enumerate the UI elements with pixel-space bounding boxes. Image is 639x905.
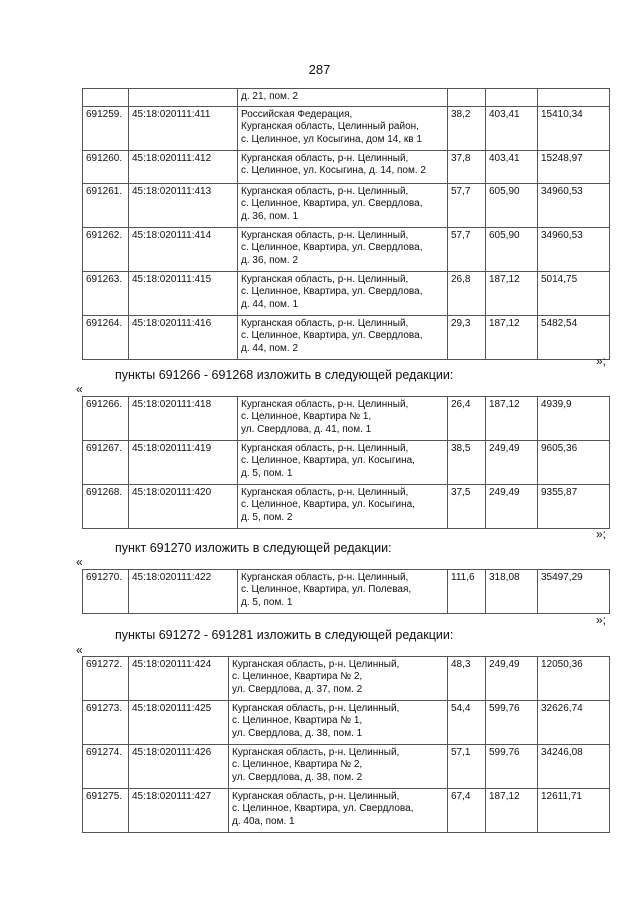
cell-area: 111,6 xyxy=(448,570,486,614)
amendment-intro: пункты 691272 - 691281 изложить в следующей редакции: xyxy=(115,628,454,642)
table-row xyxy=(83,789,610,833)
closing-quote: »; xyxy=(596,527,607,541)
cell-number: 691261. xyxy=(83,184,129,228)
cell-value-1: 249,49 xyxy=(486,657,538,701)
cell-area: 57,1 xyxy=(448,745,486,789)
cell-address: Курганская область, р-н. Целинный, с. Целинное, Квартира, ул. Косыгина, д. 5, пом. 2 xyxy=(238,485,448,529)
cell-value-1: 318,08 xyxy=(486,570,538,614)
opening-quote: « xyxy=(76,382,83,396)
table-row xyxy=(83,441,610,485)
cell-cadastral-code: 45:18:020111:413 xyxy=(129,184,238,228)
cell-cadastral-code: 45:18:020111:416 xyxy=(129,316,238,360)
registry-table-3 xyxy=(82,569,610,614)
table-row xyxy=(83,657,610,701)
cell-number: 691264. xyxy=(83,316,129,360)
cell-area xyxy=(448,89,486,107)
cell-number: 691266. xyxy=(83,397,129,441)
table-row xyxy=(83,89,610,107)
table-row xyxy=(83,701,610,745)
cell-area: 29,3 xyxy=(448,316,486,360)
closing-quote: »; xyxy=(596,613,607,627)
cell-value-2: 5482,54 xyxy=(538,316,610,360)
cell-value-2: 12050,36 xyxy=(538,657,610,701)
amendment-intro: пункты 691266 - 691268 изложить в следующей редакции: xyxy=(115,368,454,382)
cell-number: 691260. xyxy=(83,151,129,184)
table-body xyxy=(83,89,610,360)
cell-cadastral-code: 45:18:020111:412 xyxy=(129,151,238,184)
cell-cadastral-code: 45:18:020111:424 xyxy=(129,657,229,701)
cell-cadastral-code: 45:18:020111:415 xyxy=(129,272,238,316)
cell-cadastral-code: 45:18:020111:427 xyxy=(129,789,229,833)
table-body xyxy=(83,397,610,529)
cell-address: Курганская область, р-н. Целинный, с. Целинное, Квартира № 1, ул. Свердлова, д. 41, пом. 1 xyxy=(238,397,448,441)
table-row xyxy=(83,272,610,316)
cell-number xyxy=(83,89,129,107)
cell-address: Курганская область, р-н. Целинный, с. Целинное, Квартира, ул. Свердлова, д. 40а, пом. 1 xyxy=(229,789,448,833)
cell-value-2: 9355,87 xyxy=(538,485,610,529)
table-row xyxy=(83,485,610,529)
cell-number: 691273. xyxy=(83,701,129,745)
page-number: 287 xyxy=(308,62,331,77)
cell-value-1: 187,12 xyxy=(486,316,538,360)
cell-number: 691272. xyxy=(83,657,129,701)
opening-quote: « xyxy=(76,555,83,569)
cell-address: Курганская область, р-н. Целинный, с. Целинное, Квартира № 2, ул. Свердлова, д. 38, пом. 2 xyxy=(229,745,448,789)
cell-value-1 xyxy=(486,89,538,107)
cell-number: 691275. xyxy=(83,789,129,833)
cell-cadastral-code xyxy=(129,89,238,107)
cell-value-2: 12611,71 xyxy=(538,789,610,833)
table-row xyxy=(83,184,610,228)
cell-value-1: 599,76 xyxy=(486,745,538,789)
cell-area: 37,8 xyxy=(448,151,486,184)
registry-table-2 xyxy=(82,396,610,529)
cell-area: 38,5 xyxy=(448,441,486,485)
amendment-intro: пункт 691270 изложить в следующей редакции: xyxy=(115,541,392,555)
cell-area: 57,7 xyxy=(448,228,486,272)
cell-address: Курганская область, р-н. Целинный, с. Целинное, Квартира, ул. Свердлова, д. 44, пом. 2 xyxy=(238,316,448,360)
table-row xyxy=(83,107,610,151)
cell-value-1: 599,76 xyxy=(486,701,538,745)
table-row xyxy=(83,745,610,789)
cell-address: Курганская область, р-н. Целинный, с. Целинное, Квартира № 1, ул. Свердлова, д. 38, пом. 1 xyxy=(229,701,448,745)
cell-value-1: 187,12 xyxy=(486,397,538,441)
cell-cadastral-code: 45:18:020111:419 xyxy=(129,441,238,485)
cell-value-2: 4939,9 xyxy=(538,397,610,441)
cell-value-2: 15248,97 xyxy=(538,151,610,184)
cell-number: 691274. xyxy=(83,745,129,789)
cell-value-1: 403,41 xyxy=(486,107,538,151)
cell-value-1: 605,90 xyxy=(486,184,538,228)
cell-number: 691267. xyxy=(83,441,129,485)
table-row xyxy=(83,570,610,614)
cell-value-1: 605,90 xyxy=(486,228,538,272)
cell-value-2: 35497,29 xyxy=(538,570,610,614)
cell-cadastral-code: 45:18:020111:418 xyxy=(129,397,238,441)
table-row xyxy=(83,228,610,272)
cell-number: 691268. xyxy=(83,485,129,529)
cell-value-2: 9605,36 xyxy=(538,441,610,485)
cell-cadastral-code: 45:18:020111:425 xyxy=(129,701,229,745)
table-row xyxy=(83,397,610,441)
cell-cadastral-code: 45:18:020111:414 xyxy=(129,228,238,272)
table-row xyxy=(83,316,610,360)
cell-cadastral-code: 45:18:020111:420 xyxy=(129,485,238,529)
opening-quote: « xyxy=(76,643,83,657)
table-row xyxy=(83,151,610,184)
cell-value-2: 5014,75 xyxy=(538,272,610,316)
cell-value-1: 249,49 xyxy=(486,485,538,529)
closing-quote: »; xyxy=(596,354,607,368)
cell-address: Курганская область, р-н. Целинный, с. Целинное, Квартира, ул. Полевая, д. 5, пом. 1 xyxy=(238,570,448,614)
cell-value-2: 15410,34 xyxy=(538,107,610,151)
cell-value-2: 34246,08 xyxy=(538,745,610,789)
cell-area: 54,4 xyxy=(448,701,486,745)
cell-value-1: 249,49 xyxy=(486,441,538,485)
cell-area: 38,2 xyxy=(448,107,486,151)
cell-value-2 xyxy=(538,89,610,107)
registry-table-1 xyxy=(82,88,610,360)
cell-area: 67,4 xyxy=(448,789,486,833)
cell-number: 691270. xyxy=(83,570,129,614)
cell-address: Курганская область, р-н. Целинный, с. Целинное, Квартира, ул. Косыгина, д. 5, пом. 1 xyxy=(238,441,448,485)
cell-cadastral-code: 45:18:020111:411 xyxy=(129,107,238,151)
cell-address: д. 21, пом. 2 xyxy=(238,89,448,107)
cell-address: Курганская область, р-н. Целинный, с. Целинное, ул. Косыгина, д. 14, пом. 2 xyxy=(238,151,448,184)
cell-number: 691259. xyxy=(83,107,129,151)
cell-cadastral-code: 45:18:020111:426 xyxy=(129,745,229,789)
cell-area: 26,8 xyxy=(448,272,486,316)
cell-cadastral-code: 45:18:020111:422 xyxy=(129,570,238,614)
cell-value-2: 32626,74 xyxy=(538,701,610,745)
cell-address: Российская Федерация, Курганская область, Целинный район, с. Целинное, ул Косыгина, дом 14, кв 1 xyxy=(238,107,448,151)
table-body xyxy=(83,657,610,833)
cell-address: Курганская область, р-н. Целинный, с. Целинное, Квартира, ул. Свердлова, д. 36, пом. 2 xyxy=(238,228,448,272)
cell-area: 48,3 xyxy=(448,657,486,701)
cell-value-1: 187,12 xyxy=(486,272,538,316)
cell-area: 57,7 xyxy=(448,184,486,228)
cell-number: 691262. xyxy=(83,228,129,272)
cell-address: Курганская область, р-н. Целинный, с. Целинное, Квартира, ул. Свердлова, д. 44, пом. 1 xyxy=(238,272,448,316)
cell-value-2: 34960,53 xyxy=(538,184,610,228)
cell-area: 26,4 xyxy=(448,397,486,441)
cell-value-2: 34960,53 xyxy=(538,228,610,272)
cell-value-1: 187,12 xyxy=(486,789,538,833)
registry-table-4 xyxy=(82,656,610,833)
table-body xyxy=(83,570,610,614)
cell-address: Курганская область, р-н. Целинный, с. Целинное, Квартира, ул. Свердлова, д. 36, пом. 1 xyxy=(238,184,448,228)
cell-value-1: 403,41 xyxy=(486,151,538,184)
cell-area: 37,5 xyxy=(448,485,486,529)
cell-number: 691263. xyxy=(83,272,129,316)
cell-address: Курганская область, р-н. Целинный, с. Целинное, Квартира № 2, ул. Свердлова, д. 37, пом. 2 xyxy=(229,657,448,701)
